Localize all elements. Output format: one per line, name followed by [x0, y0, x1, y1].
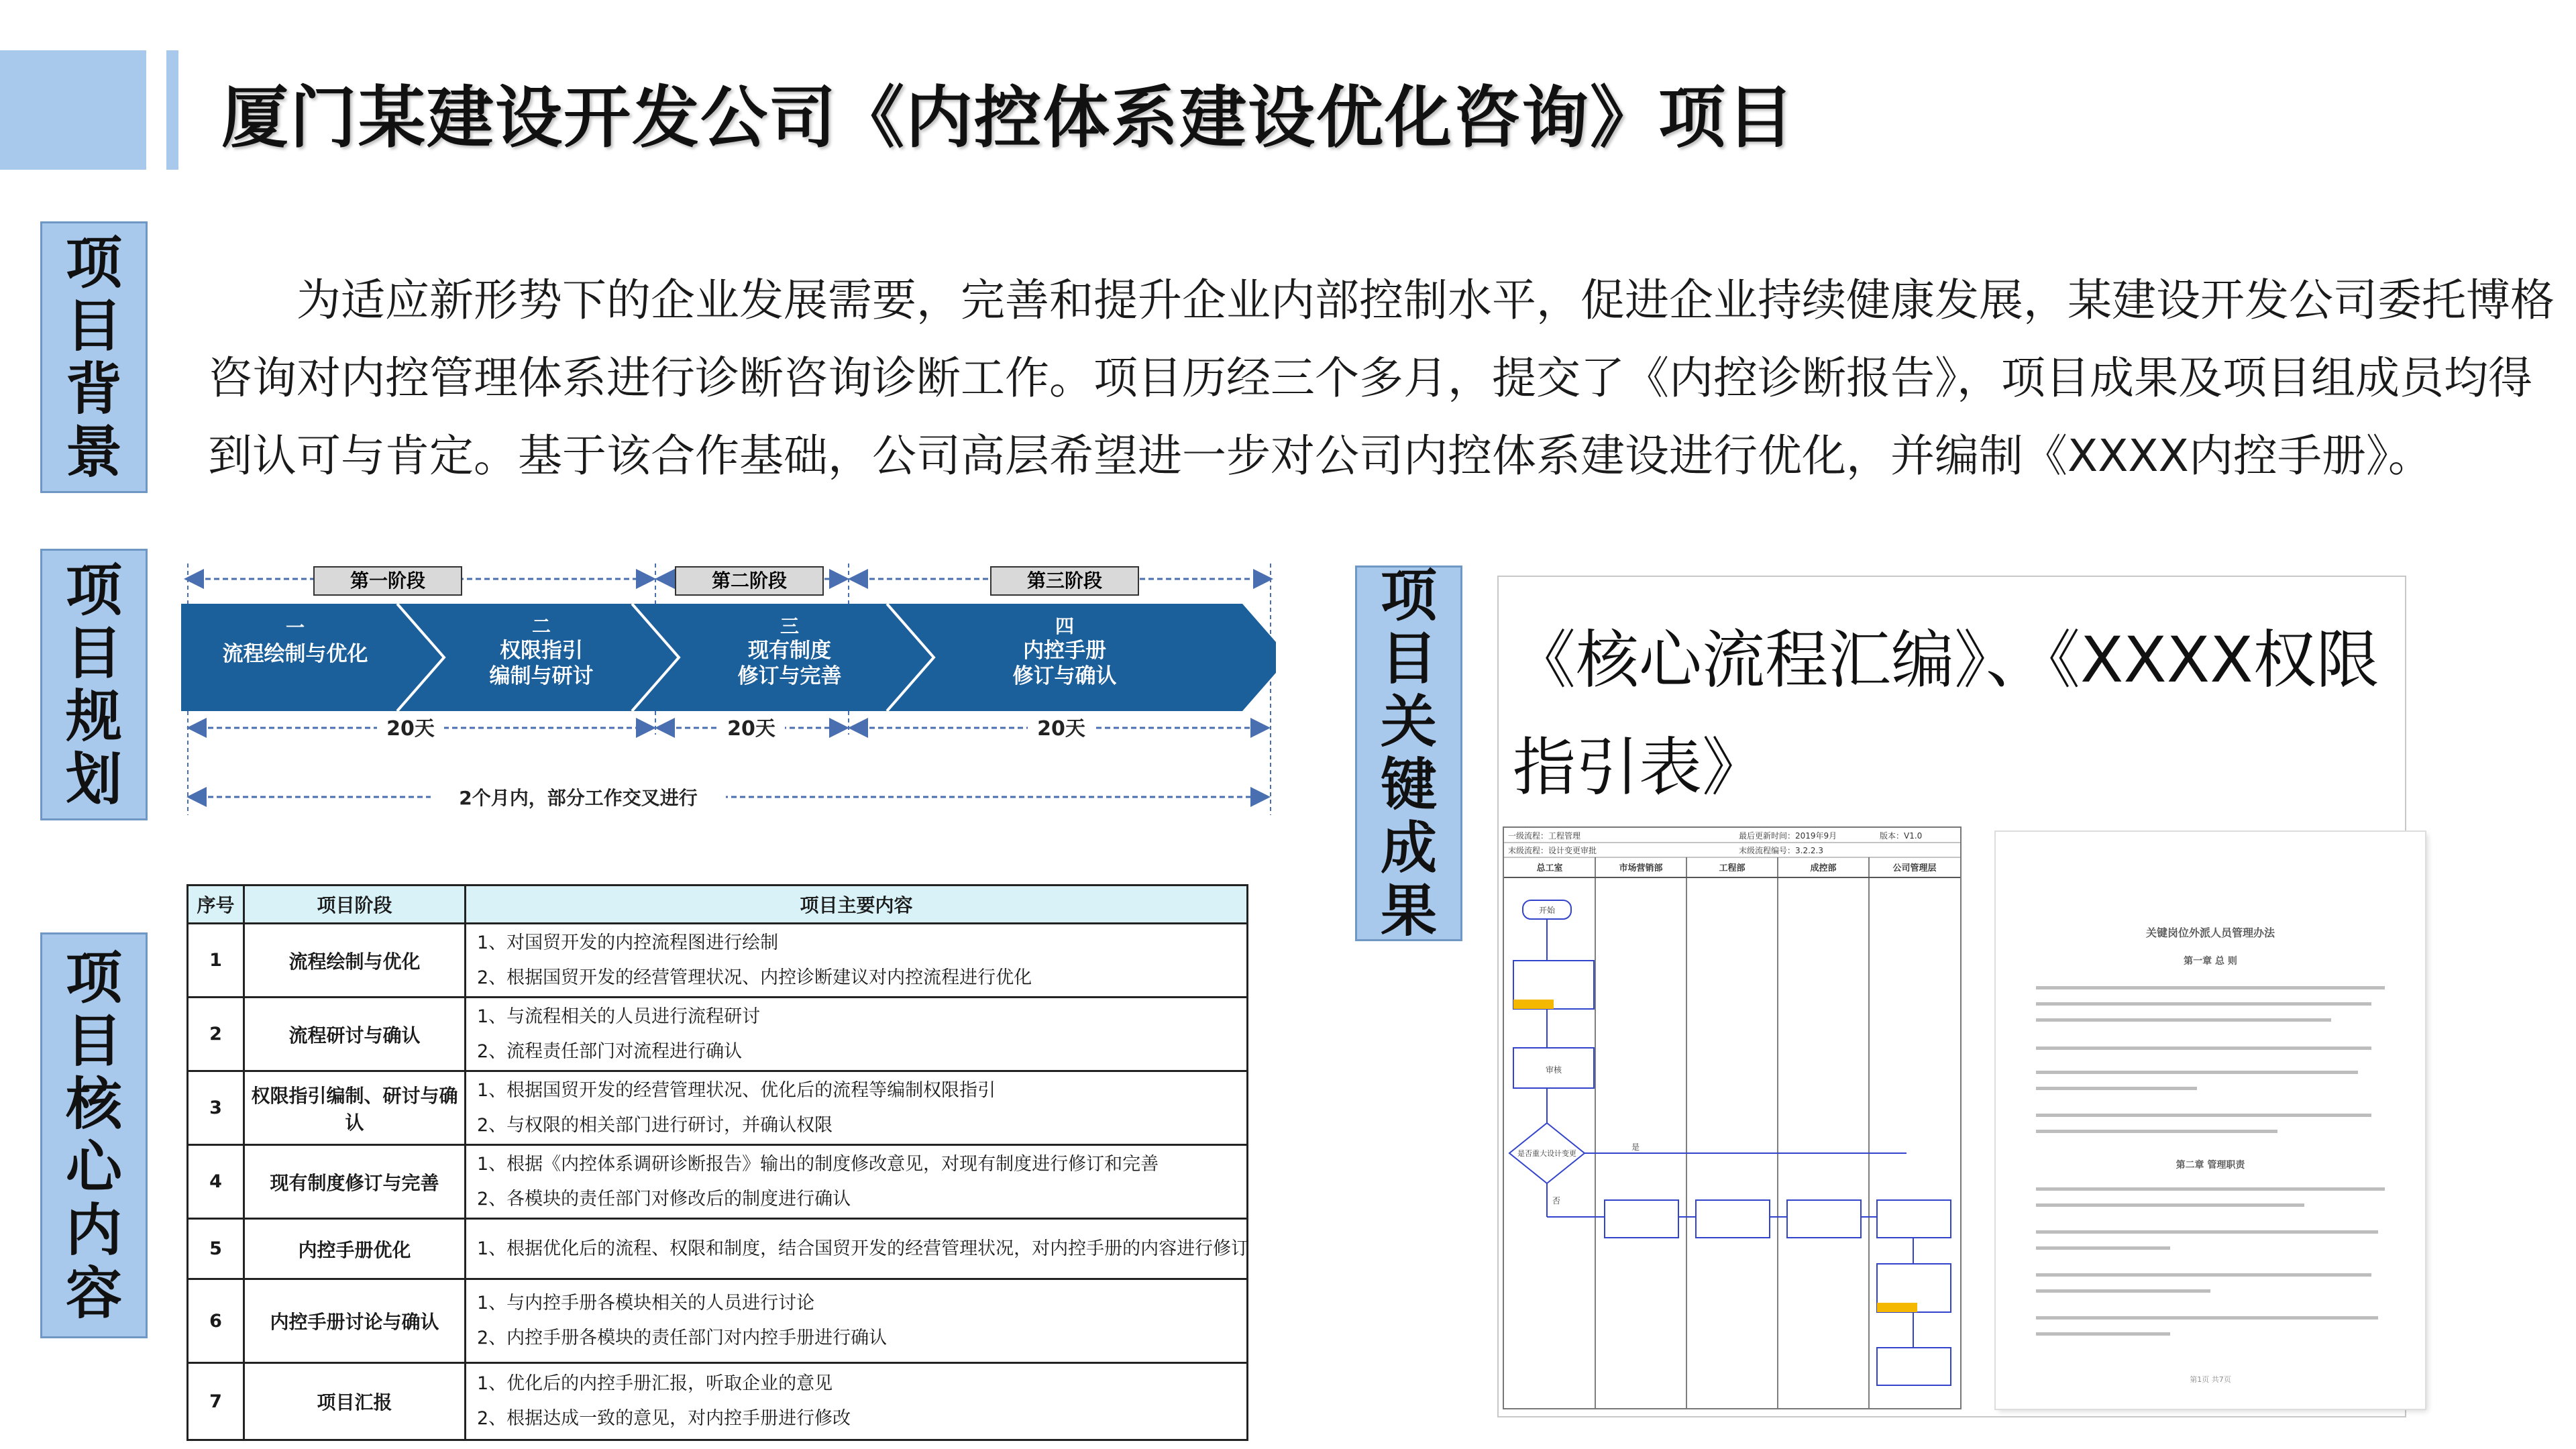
row-item: 1、与内控手册各模块相关的人员进行讨论: [477, 1293, 815, 1313]
table-row: [188, 1071, 1248, 1145]
duration-phase2: 20天: [727, 717, 775, 741]
lane-4: 成控部: [1810, 863, 1837, 873]
header-content: 项目主要内容: [466, 885, 1248, 924]
row-item: 2、各模块的责任部门对修改后的制度进行确认: [477, 1188, 851, 1210]
row-item: 1、根据优化后的流程、权限和制度，结合国贸开发的经营管理状况，对内控手册的内容进行修订: [477, 1238, 1250, 1259]
row-item: 1、对国贸开发的内控流程图进行绘制: [477, 932, 779, 953]
row-stage: 内控手册讨论与确认: [244, 1279, 466, 1363]
duration-phase1: 20天: [386, 717, 435, 741]
header-no: 序号: [188, 885, 244, 924]
row-no: 6: [188, 1279, 244, 1363]
row-items: [466, 1279, 1248, 1363]
doc-title: 关键岗位外派人员管理办法: [2145, 926, 2275, 939]
results-title: 《核心流程汇编》、《XXXX权限指引表》: [1513, 624, 2379, 804]
table-row: [188, 1279, 1248, 1363]
table-row: [188, 1145, 1248, 1219]
row-item: 1、根据国贸开发的经营管理状况、优化后的流程等编制权限指引: [477, 1079, 996, 1101]
row-items: [466, 1363, 1248, 1440]
flow-node-review: 审核: [1545, 1065, 1562, 1075]
row-stage: 权限指引编制、研讨与确认: [244, 1071, 466, 1145]
row-item: 2、根据国贸开发的经营管理状况、内控诊断建议对内控流程进行优化: [477, 967, 1032, 988]
flow-info-final: 末级流程：设计变更审批: [1508, 846, 1597, 855]
process-flowchart-thumbnail: [1503, 826, 1962, 1409]
management-document-thumbnail: [1996, 832, 2425, 1409]
row-stage: 项目汇报: [244, 1363, 466, 1440]
project-timeline: [176, 547, 1276, 828]
row-no: 5: [188, 1219, 244, 1279]
doc-footer: 第1页 共7页: [2190, 1375, 2231, 1384]
row-items: [466, 924, 1248, 998]
flow-info-level1: 一级流程：工程管理: [1508, 831, 1581, 841]
step2-title-line1: 权限指引: [500, 639, 583, 663]
phase1-label: 第一阶段: [350, 570, 426, 592]
row-items: [466, 998, 1248, 1071]
lane-2: 市场营销部: [1619, 863, 1663, 873]
step3-number: 三: [780, 615, 800, 637]
step3-title-line1: 现有制度: [748, 639, 831, 663]
step4-title-line1: 内控手册: [1023, 639, 1106, 663]
doc-chapter1: 第一章 总 则: [2184, 956, 2237, 967]
lane-5: 公司管理层: [1892, 863, 1937, 873]
row-item: 1、优化后的内控手册汇报，听取企业的意见: [477, 1373, 833, 1394]
section-label-core-content: 项目核心内容: [40, 932, 148, 1338]
doc-chapter2: 第二章 管理职责: [2176, 1160, 2245, 1171]
flow-info-updated: 最后更新时间：2019年9月: [1739, 831, 1837, 841]
row-stage: 流程绘制与优化: [244, 924, 466, 998]
row-no: 1: [188, 924, 244, 998]
flow-yes: 是: [1631, 1142, 1640, 1152]
row-item: 2、内控手册各模块的责任部门对内控手册进行确认: [477, 1328, 888, 1348]
step3-title-line2: 修订与完善: [737, 664, 842, 688]
step1-title: 流程绘制与优化: [222, 642, 368, 666]
lane-3: 工程部: [1719, 863, 1746, 873]
row-item: 2、根据达成一致的意见，对内控手册进行修改: [477, 1408, 851, 1429]
row-items: [466, 1145, 1248, 1219]
header-accent-bar: [166, 50, 178, 170]
row-item: 2、与权限的相关部门进行研讨，并确认权限: [477, 1114, 833, 1136]
row-no: 3: [188, 1071, 244, 1145]
row-stage: 内控手册优化: [244, 1219, 466, 1279]
row-item: 2、流程责任部门对流程进行确认: [477, 1040, 743, 1062]
step4-number: 四: [1055, 615, 1075, 637]
total-duration: 2个月内，部分工作交叉进行: [459, 787, 698, 809]
step1-number: 一: [285, 616, 305, 639]
step4-title-line2: 修订与确认: [1012, 664, 1117, 688]
section-label-key-results: 项目关键成果: [1355, 566, 1462, 941]
flow-info-code: 末级流程编号：3.2.2.3: [1739, 846, 1823, 855]
section-label-planning: 项目规划: [40, 549, 148, 820]
table-row: [188, 998, 1248, 1071]
lane-1: 总工室: [1536, 863, 1563, 873]
row-item: 1、与流程相关的人员进行流程研讨: [477, 1006, 761, 1027]
table-row: [188, 1219, 1248, 1279]
row-no: 2: [188, 998, 244, 1071]
flow-info-version: 版本：V1.0: [1880, 831, 1923, 841]
row-stage: 流程研讨与确认: [244, 998, 466, 1071]
table-row: [188, 924, 1248, 998]
flow-no: 否: [1552, 1196, 1561, 1205]
step2-number: 二: [531, 615, 551, 637]
flow-decision: 是否重大设计变更: [1517, 1149, 1576, 1158]
phase3-label: 第三阶段: [1026, 570, 1103, 592]
step2-title-line2: 编制与研讨: [489, 664, 594, 688]
row-items: [466, 1219, 1248, 1279]
header-accent-block: [0, 50, 146, 170]
table-header-row: [188, 885, 1248, 924]
phase2-label: 第二阶段: [711, 570, 788, 592]
header-stage: 项目阶段: [244, 885, 466, 924]
row-stage: 现有制度修订与完善: [244, 1145, 466, 1219]
section-label-background: 项目背景: [40, 221, 148, 493]
row-items: [466, 1071, 1248, 1145]
flow-start: 开始: [1538, 906, 1556, 915]
row-no: 7: [188, 1363, 244, 1440]
background-paragraph: 为适应新形势下的企业发展需要，完善和提升企业内部控制水平，促进企业持续健康发展，某建设开发公司委托博格咨询对内控管理体系进行诊断咨询诊断工作。项目历经三个多月，提交了《内控诊断报告》，项目成果及项目组成员均得到认可与肯定。基于该合作基础，公司高层希望进一步对公司内控体系建设进行优化，并编制《XXXX内控手册》。: [208, 274, 2555, 482]
table-row: [188, 1363, 1248, 1440]
duration-phase3: 20天: [1037, 717, 1085, 741]
row-no: 4: [188, 1145, 244, 1219]
page-title: 厦门某建设开发公司《内控体系建设优化咨询》项目: [221, 78, 1795, 157]
row-item: 1、根据《内控体系调研诊断报告》输出的制度修改意见，对现有制度进行修订和完善: [477, 1153, 1159, 1175]
core-content-table: [186, 884, 1248, 1441]
